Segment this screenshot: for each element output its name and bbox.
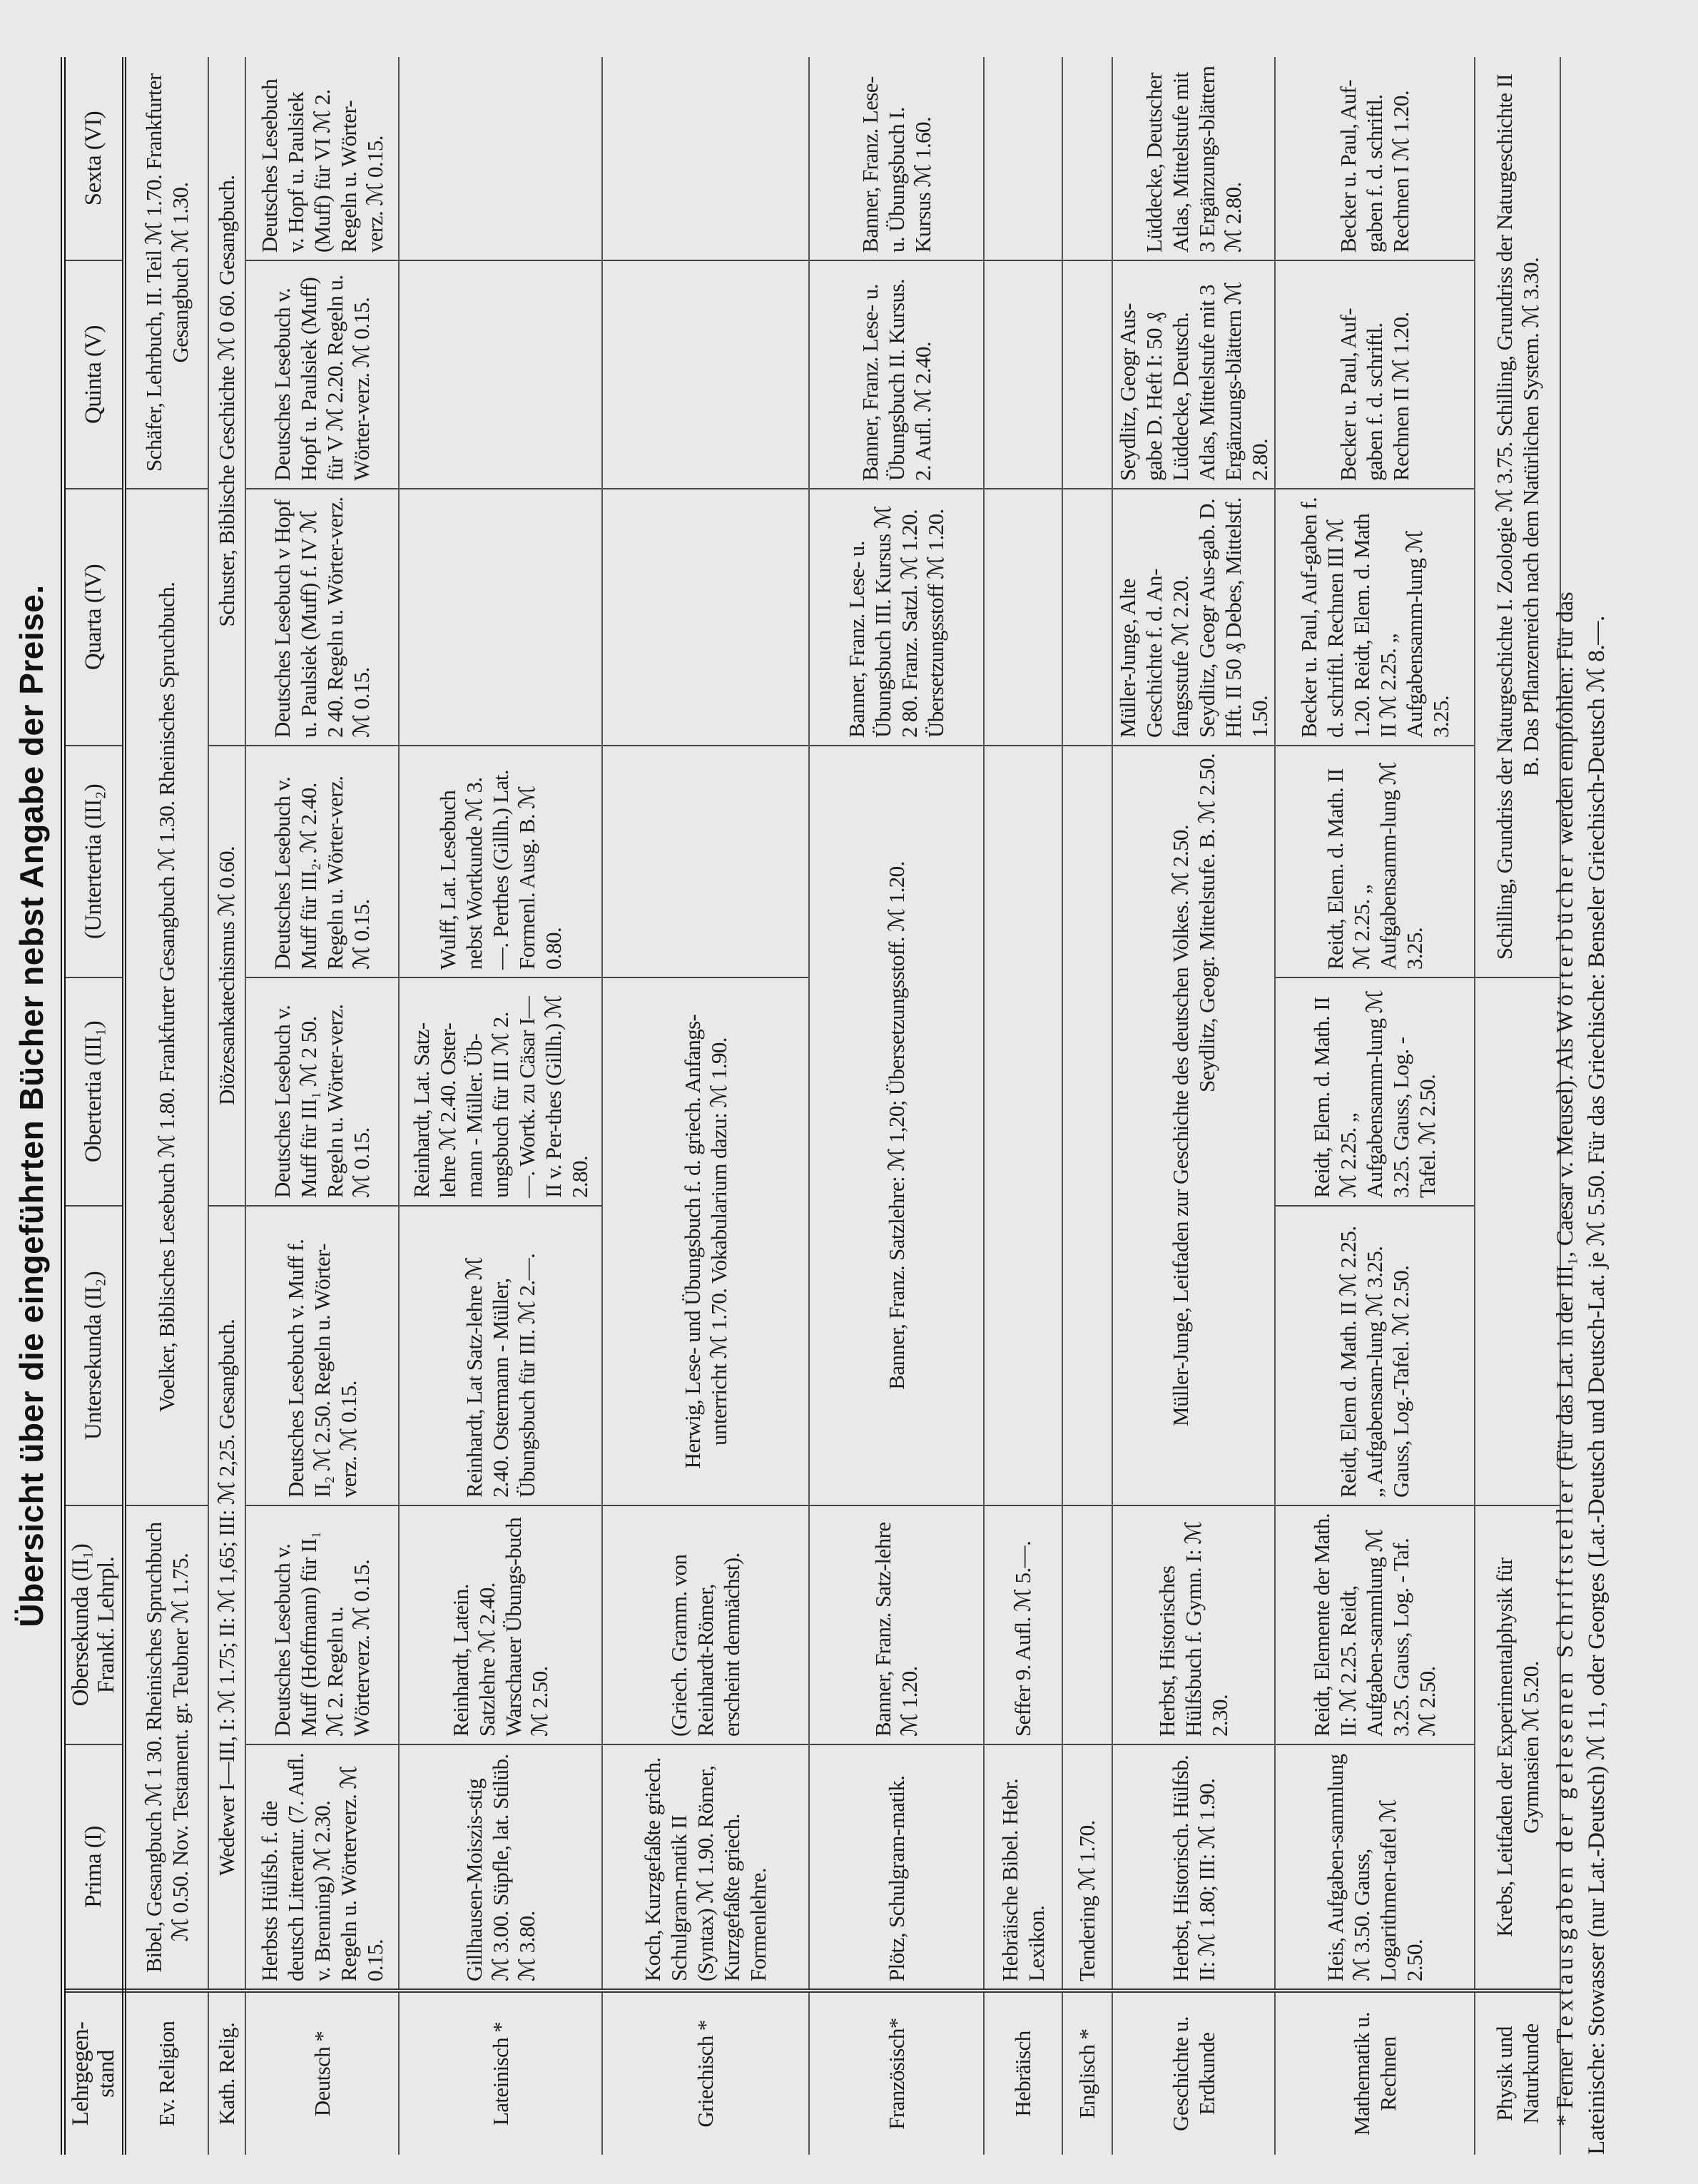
book-text: Plötz, Schulgram-matik.	[883, 1775, 909, 1981]
footnote-text: Ferner	[1552, 2048, 1578, 2109]
book-text: Schuster, Biblische Geschichte ℳ 0 60. Gesangbuch.	[214, 175, 239, 627]
book-text: Müller-Junge, Alte Geschichte f. d. An-fangsstufe ℳ 2.20. Seydlitz, Geogr Aus-gab. D. Hft. II 50 ₰ Debes, Mittelstf. 1.50.	[1114, 497, 1272, 738]
book-cell	[245, 489, 399, 746]
book-text: Heis, Aufgaben-sammlung ℳ 3.50. Gauss, Logarithmen-tafel ℳ 2.50.	[1322, 1754, 1427, 1981]
book-cell	[1062, 1505, 1112, 1744]
book-text: Diözesankatechismus ℳ 0.60.	[214, 845, 239, 1106]
book-cell	[602, 260, 809, 489]
book-cell	[124, 1505, 208, 1991]
book-cell	[399, 57, 602, 260]
book-text: Deutsches Lesebuch v. Muff für III₁ ℳ 2 50. Regeln u. Wörter-verz. ℳ 0.15.	[270, 1004, 374, 1198]
table-body	[124, 57, 1560, 2155]
book-cell	[245, 260, 399, 489]
book-cell	[1275, 1505, 1475, 1744]
table-row	[124, 57, 208, 2155]
book-cell	[809, 1505, 984, 1744]
footnote-marker: *	[1552, 2114, 1578, 2126]
book-text: Herbst, Historisch. Hülfsb. II: ℳ 1.80; III: ℳ 1.90.	[1167, 1754, 1219, 1981]
table-row	[245, 57, 399, 2155]
book-cell	[984, 489, 1062, 746]
book-cell	[245, 1744, 399, 1991]
subject-cell: Mathematik u. Rechnen	[1275, 1991, 1475, 2155]
page-title: Übersicht über die eingeführten Bücher nebst Angabe der Preise.	[13, 584, 50, 1627]
column-header-class: Untersekunda (II₂)	[63, 1206, 124, 1505]
book-cell	[399, 977, 602, 1206]
book-cell	[245, 1505, 399, 1744]
book-cell	[1275, 260, 1475, 489]
table-row	[1275, 57, 1475, 2155]
book-cell	[1062, 1744, 1112, 1991]
book-text: Deutsches Lesebuch v. Muff (Hoffmann) für II₁ ℳ 2. Regeln u. Wörterverz. ℳ 0.15.	[270, 1531, 374, 1737]
book-text: Seydlitz, Geogr. Mittelstufe. B. ℳ 2.50.	[1194, 753, 1219, 1092]
book-text: Bibel, Gesangbuch ℳ 1 30. Rheinisches Spruchbuch ℳ 0.50. Nov. Testament. gr. Teubner ℳ 1.75.	[141, 1522, 193, 1973]
book-cell	[1275, 1206, 1475, 1505]
column-header-class: (Untertertia (III₂)	[63, 746, 124, 977]
book-cell	[602, 57, 809, 260]
book-text: Hebräische Bibel. Hebr. Lexikon.	[997, 1778, 1049, 1981]
book-text: Banner, Franz. Satzlehre: ℳ 1,20; Übersetzungsstoff. ℳ 1.20.	[883, 861, 909, 1390]
book-cell	[399, 489, 602, 746]
book-text: Gillhausen-Moiszis-stig ℳ 3.00. Süpfle, lat. Stilüb. ℳ 3.80.	[461, 1754, 539, 1981]
book-cell	[1112, 746, 1275, 1505]
book-cell	[124, 489, 208, 1505]
book-text: Deutsches Lesebuch v. Hopf u. Paulsiek (Muff) für V ℳ 2.20. Regeln u. Wörter-verz. ℳ 0.15.	[270, 275, 374, 481]
book-cell	[1112, 1505, 1275, 1744]
book-text: Banner, Franz. Satz-lehre ℳ 1.20.	[870, 1522, 922, 1737]
table-row	[809, 57, 984, 2155]
table-row	[1062, 57, 1112, 2155]
book-cell	[602, 489, 809, 746]
book-cell	[1062, 746, 1112, 1505]
book-text: Reidt, Elem. d. Math. II ℳ 2.25. „ Aufgabensamm-lung ℳ 3.25.	[1322, 761, 1427, 970]
footnote-line-2: Lateinische: Stowasser (nur Lat.-Deutsch) ℳ 11, oder Georges (Lat.-Deutsch und Deutsch-Lat. je ℳ 5.50. Für das Griechische: Benseler Griechisch-Deutsch ℳ 8.—.	[1584, 616, 1610, 2155]
book-text: Herbsts Hülfsb. f. die deutsch Litteratur. (7. Aufl. v. Brenning) ℳ 2.30. Regeln u. Wörterverz. ℳ 0.15.	[256, 1752, 387, 1981]
book-cell	[1275, 489, 1475, 746]
table-row	[602, 57, 809, 2155]
book-text: Deutsches Lesebuch v Hopf u. Paulsiek (Muff) f. IV ℳ 2 40. Regeln u. Wörter-verz. ℳ 0.15.	[270, 497, 374, 738]
subject-cell: Kath. Relig.	[208, 1991, 245, 2155]
table-row	[984, 57, 1062, 2155]
book-cell	[208, 746, 245, 1206]
book-text: Reinhardt, Lat Satz-lehre ℳ 2.40. Ostermann - Müller, Übungsbuch für III. ℳ 2.—.	[461, 1253, 539, 1498]
book-cell	[809, 489, 984, 746]
book-text: Seffer 9. Aufl. ℳ 5.—.	[1010, 1540, 1035, 1737]
book-cell	[208, 57, 245, 746]
footnote	[1550, 57, 1612, 2155]
book-text: (Griech. Gramm. von Reinhardt-Römer, erscheint demnächst).	[666, 1553, 744, 1737]
book-cell	[245, 57, 399, 260]
book-text: Reidt, Elem d. Math. II ℳ 2.25. „ Aufgabensam-lung ℳ 3.25. Gauss, Log.-Tafel. ℳ 2.50.	[1336, 1226, 1413, 1498]
book-cell	[1275, 1744, 1475, 1991]
book-cell	[399, 1206, 602, 1505]
subject-cell: Hebräisch	[984, 1991, 1062, 2155]
footnote-line-1	[1550, 57, 1581, 2155]
book-cell	[399, 1505, 602, 1744]
footnote-text: (Für das Lat. in der III₁, Caesar v. Meusel). Als	[1552, 1038, 1578, 1471]
book-text: Herwig, Lese- und Übungsbuch f. d. griech. Anfangs-unterricht ℳ 1.70. Vokabularium dazu: ℳ 1.90.	[679, 1014, 731, 1469]
book-text: Reinhardt, Lat. Satz-lehre ℳ 2.40. Oster-mann - Müller. Üb-ungsbuch für III ℳ 2.—. Wortk. zu Cäsar I—II v. Per-thes (Gillh.) ℳ 2.80.	[408, 995, 592, 1198]
book-cell	[809, 1744, 984, 1991]
subject-cell: Lateinisch *	[399, 1991, 602, 2155]
book-text: Banner, Franz. Lese- u. Übungsbuch III. Kursus ℳ 2 80. Franz. Satzl. ℳ 1.20. Übersetzungsstoff ℳ 1.20.	[844, 505, 948, 738]
column-header-class: Sexta (VI)	[63, 57, 124, 260]
book-cell	[399, 260, 602, 489]
book-text: Banner, Franz. Lese- u. Übungsbuch II. Kursus. 2. Aufl. ℳ 2.40.	[857, 279, 935, 481]
column-header-class: Obersekunda (II₁) Frankf. Lehrpl.	[63, 1505, 124, 1744]
book-cell	[984, 1744, 1062, 1991]
book-cell	[245, 977, 399, 1206]
subject-cell: Physik und Naturkunde	[1475, 1991, 1560, 2155]
book-cell	[1475, 1505, 1560, 1991]
footnote-emphasis: Textausgaben der gelesenen Schriftsteller	[1552, 1476, 1578, 2043]
subject-cell: Englisch *	[1062, 1991, 1112, 2155]
book-text: Herbst, Historisches Hülfsbuch f. Gymn. I: ℳ 2.30.	[1154, 1521, 1232, 1737]
book-text: Reidt, Elem. d. Math. II ℳ 2.25. „ Aufgabensamm-lung ℳ 3.25. Gauss, Log. - Tafel. ℳ 2.50.	[1309, 990, 1440, 1198]
column-header-class: Quinta (V)	[63, 260, 124, 489]
column-header-class: Quarta (IV)	[63, 489, 124, 746]
book-cell	[809, 746, 984, 1505]
book-text: Voelker, Biblisches Lesebuch ℳ 1.80. Frankfurter Gesangbuch ℳ 1.30. Rheinisches Spruchbuch.	[154, 581, 179, 1413]
book-text: Becker u. Paul, Auf-gaben f. d. schriftl. Rechnen II ℳ 1.20.	[1336, 308, 1413, 481]
book-cell	[1475, 977, 1560, 1505]
book-cell	[1062, 260, 1112, 489]
book-cell	[602, 977, 809, 1505]
book-cell	[1112, 260, 1275, 489]
book-text: Lüddecke, Deutscher Atlas, Mittelstufe mit 3 Ergänzungs-blättern ℳ 2.80.	[1141, 66, 1246, 253]
book-text: Becker u. Paul, Auf-gaben f. d. schriftl. Rechnen I ℳ 1.20.	[1336, 80, 1413, 253]
subject-cell: Griechisch *	[602, 1991, 809, 2155]
column-header-class: Obertertia (III₁)	[63, 977, 124, 1206]
book-cell	[984, 57, 1062, 260]
book-text: Schilling, Grundriss der Naturgeschichte I. Zoologie ℳ 3.75. Schilling, Grundriss der Naturgeschichte II B. Das Pflanzenreich nach dem Natürlichen System. ℳ 3.30.	[1491, 73, 1543, 960]
book-text: Becker u. Paul, Auf-gaben f. d. schriftl. Rechnen III ℳ 1.20. Reidt, Elem. d. Math II ℳ 2.25. „ Aufgabensamm-lung ℳ 3.25.	[1296, 497, 1453, 738]
textbook-table	[61, 57, 1561, 2155]
book-cell	[809, 57, 984, 260]
book-cell	[1275, 57, 1475, 260]
book-cell	[1112, 1744, 1275, 1991]
book-cell	[1275, 977, 1475, 1206]
footnote-emphasis: Wörterbücher	[1552, 850, 1578, 1033]
subject-cell: Geschichte u. Erdkunde	[1112, 1991, 1275, 2155]
book-cell	[124, 57, 208, 489]
book-cell	[984, 260, 1062, 489]
book-cell	[1062, 489, 1112, 746]
book-cell	[399, 746, 602, 977]
subject-cell: Französisch*	[809, 1991, 984, 2155]
book-text: Krebs, Leitfaden der Experimentalphysik für Gymnasien ℳ 5.20.	[1491, 1558, 1543, 1937]
table-row	[1112, 57, 1275, 2155]
book-cell	[1062, 57, 1112, 260]
book-cell	[602, 746, 809, 977]
book-text: Deutsches Lesebuch v. Muff f. II₂ ℳ 2.50. Regeln u. Wörter-verz. ℳ 0.15.	[283, 1239, 361, 1498]
book-cell	[1275, 746, 1475, 977]
book-cell	[245, 746, 399, 977]
book-cell	[1475, 57, 1560, 977]
book-text: Wedewer I—III, I: ℳ 1.75; II: ℳ 1,65; III: ℳ 2,25. Gesangbuch.	[214, 1319, 239, 1876]
table-row	[399, 57, 602, 2155]
book-text: Deutsches Lesebuch v. Muff für III₂. ℳ 2.40. Regeln u. Wörter-verz. ℳ 0.15.	[270, 776, 374, 970]
table-header-row	[63, 57, 124, 2155]
book-cell	[809, 260, 984, 489]
book-text: Reidt, Elemente der Math. II: ℳ 2.25. Reidt, Aufgaben-sammlung ℳ 3.25. Gauss, Log. - Taf. ℳ 2.50.	[1309, 1513, 1440, 1737]
table-row	[208, 57, 245, 2155]
book-text: Tendering ℳ 1.70.	[1074, 1820, 1099, 1981]
book-text: Schäfer, Lehrbuch, II. Teil ℳ 1.70. Frankfurter Gesangbuch ℳ 1.30.	[141, 73, 193, 472]
column-header-subject: Lehrgegen- stand	[63, 1991, 124, 2155]
book-text: Wulff, Lat. Lesebuch nebst Wortkunde ℳ 3.—. Perthes (Gillh.) Lat. Formenl. Ausg. B. ℳ 0.80.	[434, 769, 566, 970]
footnote-text: werden empfohlen: Für das	[1552, 591, 1578, 845]
book-cell	[1112, 57, 1275, 260]
book-cell	[1112, 489, 1275, 746]
subject-cell: Deutsch *	[245, 1991, 399, 2155]
column-header-class: Prima (I)	[63, 1744, 124, 1991]
book-text: Koch, Kurzgefaßte griech. Schulgram-matik II (Syntax) ℳ 1.90. Römer, Kurzgefaßte griech. Formenlehre.	[640, 1757, 771, 1981]
book-cell	[208, 1206, 245, 1991]
book-text: Müller-Junge, Leitfaden zur Geschichte des deutschen Volkes. ℳ 2.50.	[1167, 825, 1193, 1426]
book-cell	[602, 1505, 809, 1744]
book-text: Banner, Franz. Lese- u. Übungsbuch I. Kursus ℳ 1.60.	[857, 76, 935, 253]
book-text: Seydlitz, Geogr Aus-gabe D. Heft I: 50 ₰ Lüddecke, Deutsch. Atlas, Mittelstufe mit 3 Ergänzungs-blättern ℳ 2.80.	[1114, 281, 1272, 481]
book-cell	[984, 746, 1062, 1505]
book-text: Reinhardt, Latein. Satzlehre ℳ 2.40. Warschauer Übungs-buch ℳ 2.50.	[448, 1517, 552, 1737]
book-cell	[984, 1505, 1062, 1744]
subject-cell: Ev. Religion	[124, 1991, 208, 2155]
book-cell	[245, 1206, 399, 1505]
table-row	[1475, 57, 1560, 2155]
book-text: Deutsches Lesebuch v. Hopf u. Paulsiek (Muff) für VI ℳ 2. Regeln u. Wörter-verz. ℳ 0.15.	[256, 78, 387, 253]
book-cell	[399, 1744, 602, 1991]
book-cell	[602, 1744, 809, 1991]
